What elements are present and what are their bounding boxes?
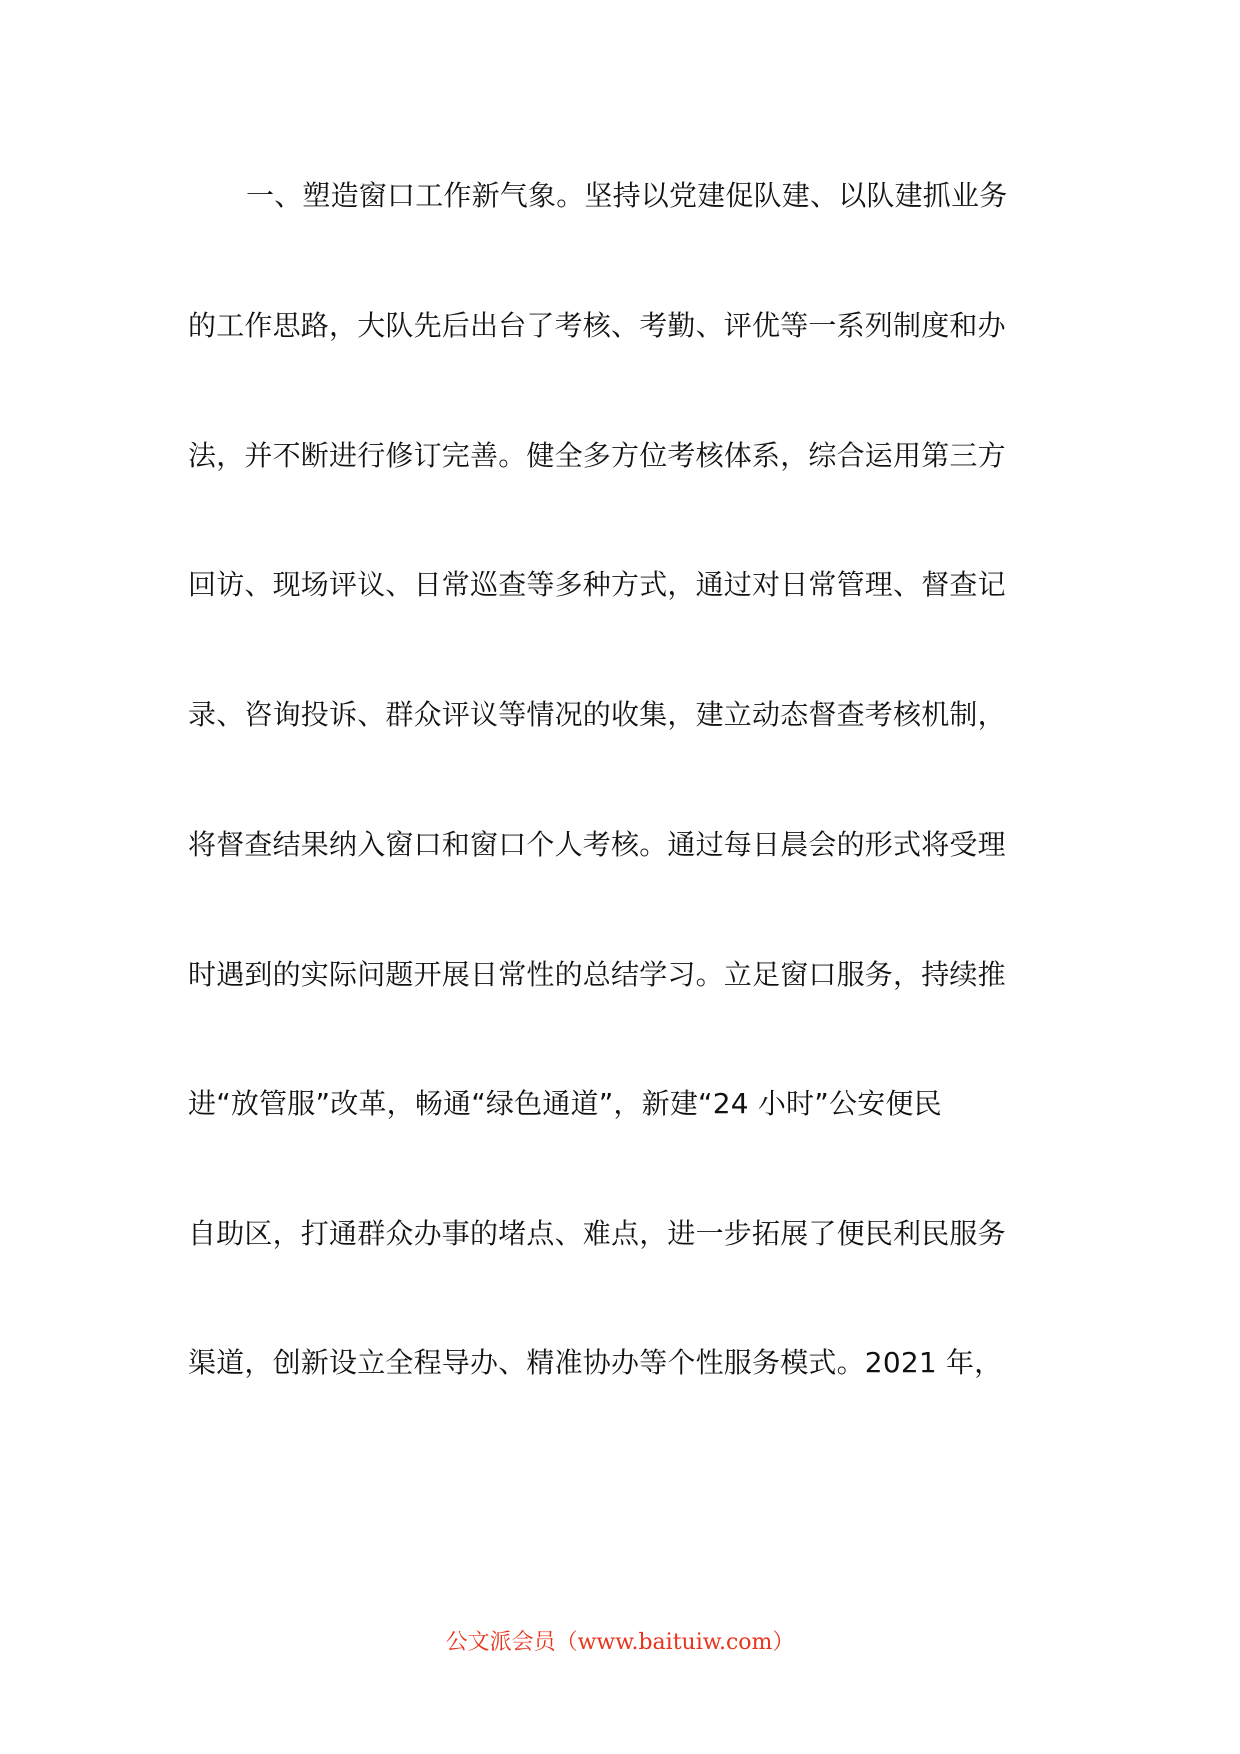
paragraph-line-4: 回访、现场评议、日常巡查等多种方式，通过对日常管理、督查记 [188, 568, 1006, 601]
paragraph-line-6: 将督查结果纳入窗口和窗口个人考核。通过每日晨会的形式将受理 [188, 828, 1006, 861]
paragraph-line-1: 一、塑造窗口工作新气象。坚持以党建促队建、以队建抓业务 [246, 179, 1008, 212]
paragraph-line-2: 的工作思路，大队先后出台了考核、考勤、评优等一系列制度和办 [188, 309, 1006, 342]
paragraph-line-5: 录、咨询投诉、群众评议等情况的收集，建立动态督查考核机制， [188, 698, 1006, 731]
paragraph-line-3: 法，并不断进行修订完善。健全多方位考核体系，综合运用第三方 [188, 439, 1006, 472]
footer-watermark: 公文派会员（www.baituiw.com） [445, 1630, 795, 1655]
paragraph-line-8: 进“放管服”改革，畅通“绿色通道”，新建“24 小时”公安便民 [188, 1087, 942, 1120]
paragraph-line-7: 时遇到的实际问题开展日常性的总结学习。立足窗口服务，持续推 [188, 958, 1006, 991]
paragraph-line-9: 自助区，打通群众办事的堵点、难点，进一步拓展了便民利民服务 [188, 1217, 1006, 1250]
paragraph-line-10: 渠道，创新设立全程导办、精准协办等个性服务模式。2021 年， [188, 1346, 1003, 1379]
